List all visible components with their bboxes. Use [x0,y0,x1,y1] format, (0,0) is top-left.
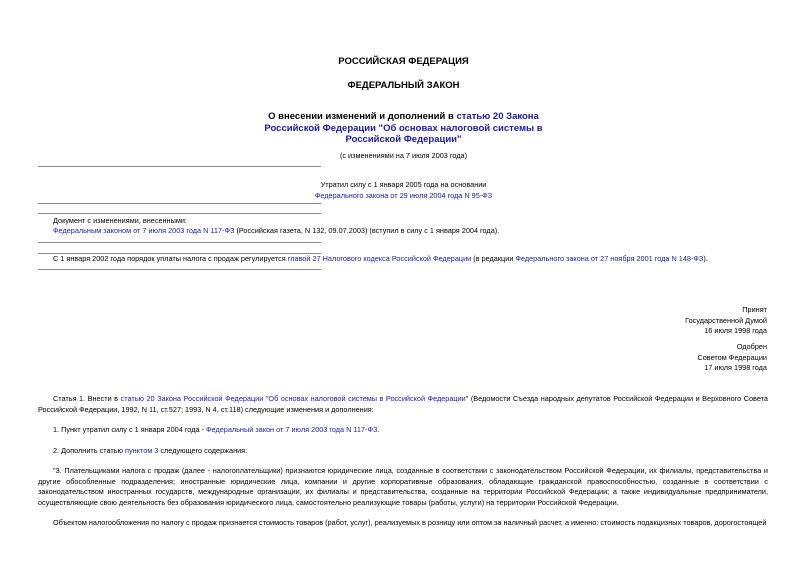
divider-line [38,166,321,167]
law-type-heading: ФЕДЕРАЛЬНЫЙ ЗАКОН [347,80,460,91]
title-prefix: О внесении изменений и дополнений в [268,111,457,122]
changes-source: (Российская газета, N 132, 09.07.2003) (вступил в силу с 1 января 2004 года). [234,226,500,235]
duma-date: 16 июля 1998 года [704,326,767,335]
country-heading: РОССИЙСКАЯ ФЕДЕРАЦИЯ [338,56,469,67]
procedure-text-end: ). [703,254,708,263]
state-duma: Государственной Думой [685,315,767,325]
tax-procedure-note [53,254,793,265]
title-link-article-20[interactable]: статью 20 Закона [456,111,539,122]
article-1-quote: " [465,394,469,403]
law-title [0,111,807,146]
paragraph-tax-object: Объектом налогообложения по налогу с продаж признается стоимость товаров (работ, услуг), реализуемых в розницу или оптом за наличный расчет, а именно: стоимость подакцизных товаров, дорогостоящей [53,518,767,527]
adoption-duma [567,305,767,337]
title-link-law-name-end[interactable]: Российской Федерации" [345,134,462,145]
article-20-link[interactable]: статью 20 Закона Российской Федерации " [120,394,269,403]
changes-law-link[interactable]: Федеральным законом от 7 июля 2003 года N 117-ФЗ [53,226,235,235]
article-1-text: Статья 1. Внести в [53,394,121,403]
item-2 [53,446,773,457]
federation-council: Советом Федерации [697,352,767,362]
council-date: 17 июля 1998 года [704,363,767,372]
item-1-end: . [377,425,380,434]
approved-label: Одобрен [736,342,767,351]
expired-law-link[interactable]: Федерального закона от 29 июля 2004 года N 95-ФЗ [314,191,493,200]
divider-line [38,269,321,270]
divider-line [38,213,321,214]
amendments-note: (с изменениями на 7 июля 2003 года) [339,151,468,160]
title-link-law-name[interactable]: Российской Федерации "Об основах налоговой системы в [264,122,543,134]
point-3-link[interactable]: пунктом 3 [125,446,159,455]
article-1-source: (Ведомости Съезда народных депутатов Российской Федерации и Верховного Совета Российской Федерации, 1992, N 11, ст.527; 1993, N 4, ст.118) следующие изменения и дополнения: [38,394,768,414]
changes-label: Документ с изменениями, внесенными: [53,216,187,225]
expired-notice: Утратил силу с 1 января 2005 года на основании [320,180,487,189]
tax-code-chapter-link[interactable]: главой 27 Налогового кодекса Российской Федерации [287,254,472,263]
procedure-text-mid: (в редакции [471,254,516,263]
divider-line [38,242,321,243]
divider-line [38,203,321,204]
accepted-label: Принят [742,305,767,314]
amending-law-link[interactable]: Федерального закона от 27 ноября 2001 года N 148-ФЗ [515,254,704,263]
item-1 [53,425,773,436]
adoption-council [567,342,767,374]
item-2-text: 2. Дополнить статью [53,446,126,455]
item-1-text: 1. Пункт утратил силу с 1 января 2004 года - [53,425,206,434]
changes-line [53,226,773,237]
article-1 [38,394,768,415]
procedure-text: С 1 января 2002 года порядок уплаты налога с продаж регулируется [53,254,288,263]
item-2-end: следующего содержания: [158,446,248,455]
paragraph-taxpayers: "3. Плательщиками налога с продаж (далее - налогоплательщики) признаются юридические лица, созданные в соответствии с законодательством Российской Федерации, их филиалы, представительства и другие обособленные подразделения; иностранные юридические лица, компании и другие корпоративные образования, обладающие гражданской правоспособностью, созданные в соответствии с законодательством иностранных государств, международные организации, их филиалы и представительства, созданные на территории Российской Федерации; а также индивидуальные предприниматели, осуществляющие свою деятельность без образования юридического лица, самостоятельно реализующие товары (работы, услуги) на территории Российской Федерации. [38,466,768,507]
tax-system-law-link[interactable]: Об основах налоговой системы в Российской Федерации [268,394,466,403]
item-1-law-link[interactable]: Федеральный закон от 7 июля 2003 года N 117-ФЗ [206,425,378,434]
